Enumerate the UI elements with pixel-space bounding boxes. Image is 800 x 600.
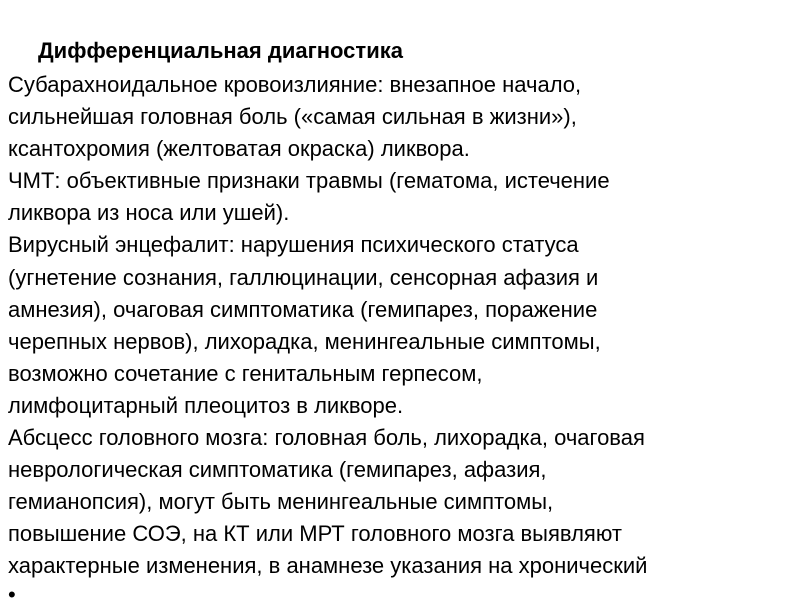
body-line: лимфоцитарный плеоцитоз в ликворе. <box>8 392 404 418</box>
body-line: амнезия), очаговая симптоматика (гемипарез, поражение <box>8 296 598 322</box>
slide-title: Дифференциальная диагностика <box>38 38 403 63</box>
body-line: возможно сочетание с генитальным герпесом, <box>8 360 483 386</box>
body-line: черепных нервов), лихорадка, менингеальные симптомы, <box>8 328 601 354</box>
body-line: ЧМТ: объективные признаки травмы (гематома, истечение <box>8 168 610 194</box>
body-line: неврологическая симптоматика (гемипарез, афазия, <box>8 457 547 483</box>
body-line: повышение СОЭ, на КТ или МРТ головного мозга выявляют <box>8 521 622 547</box>
slide-body <box>8 69 798 600</box>
body-line: Субарахноидальное кровоизлияние: внезапное начало, <box>8 72 582 97</box>
body-line: ликвора из носа или ушей). <box>8 200 290 226</box>
body-line: сильнейшая головная боль («самая сильная в жизни»), <box>8 104 577 130</box>
body-line: характерные изменения, в анамнезе указания на хронический <box>8 553 648 579</box>
body-line: гемианопсия), могут быть менингеальные симптомы, <box>8 489 554 515</box>
body-line: (угнетение сознания, галлюцинации, сенсорная афазия и <box>8 264 599 290</box>
body-line: Абсцесс головного мозга: головная боль, лихорадка, очаговая <box>8 425 645 451</box>
body-line: ксантохромия (желтоватая окраска) ликвора. <box>8 136 470 162</box>
body-line: Вирусный энцефалит: нарушения психического статуса <box>8 232 579 258</box>
bullet-marker: • <box>8 581 16 600</box>
